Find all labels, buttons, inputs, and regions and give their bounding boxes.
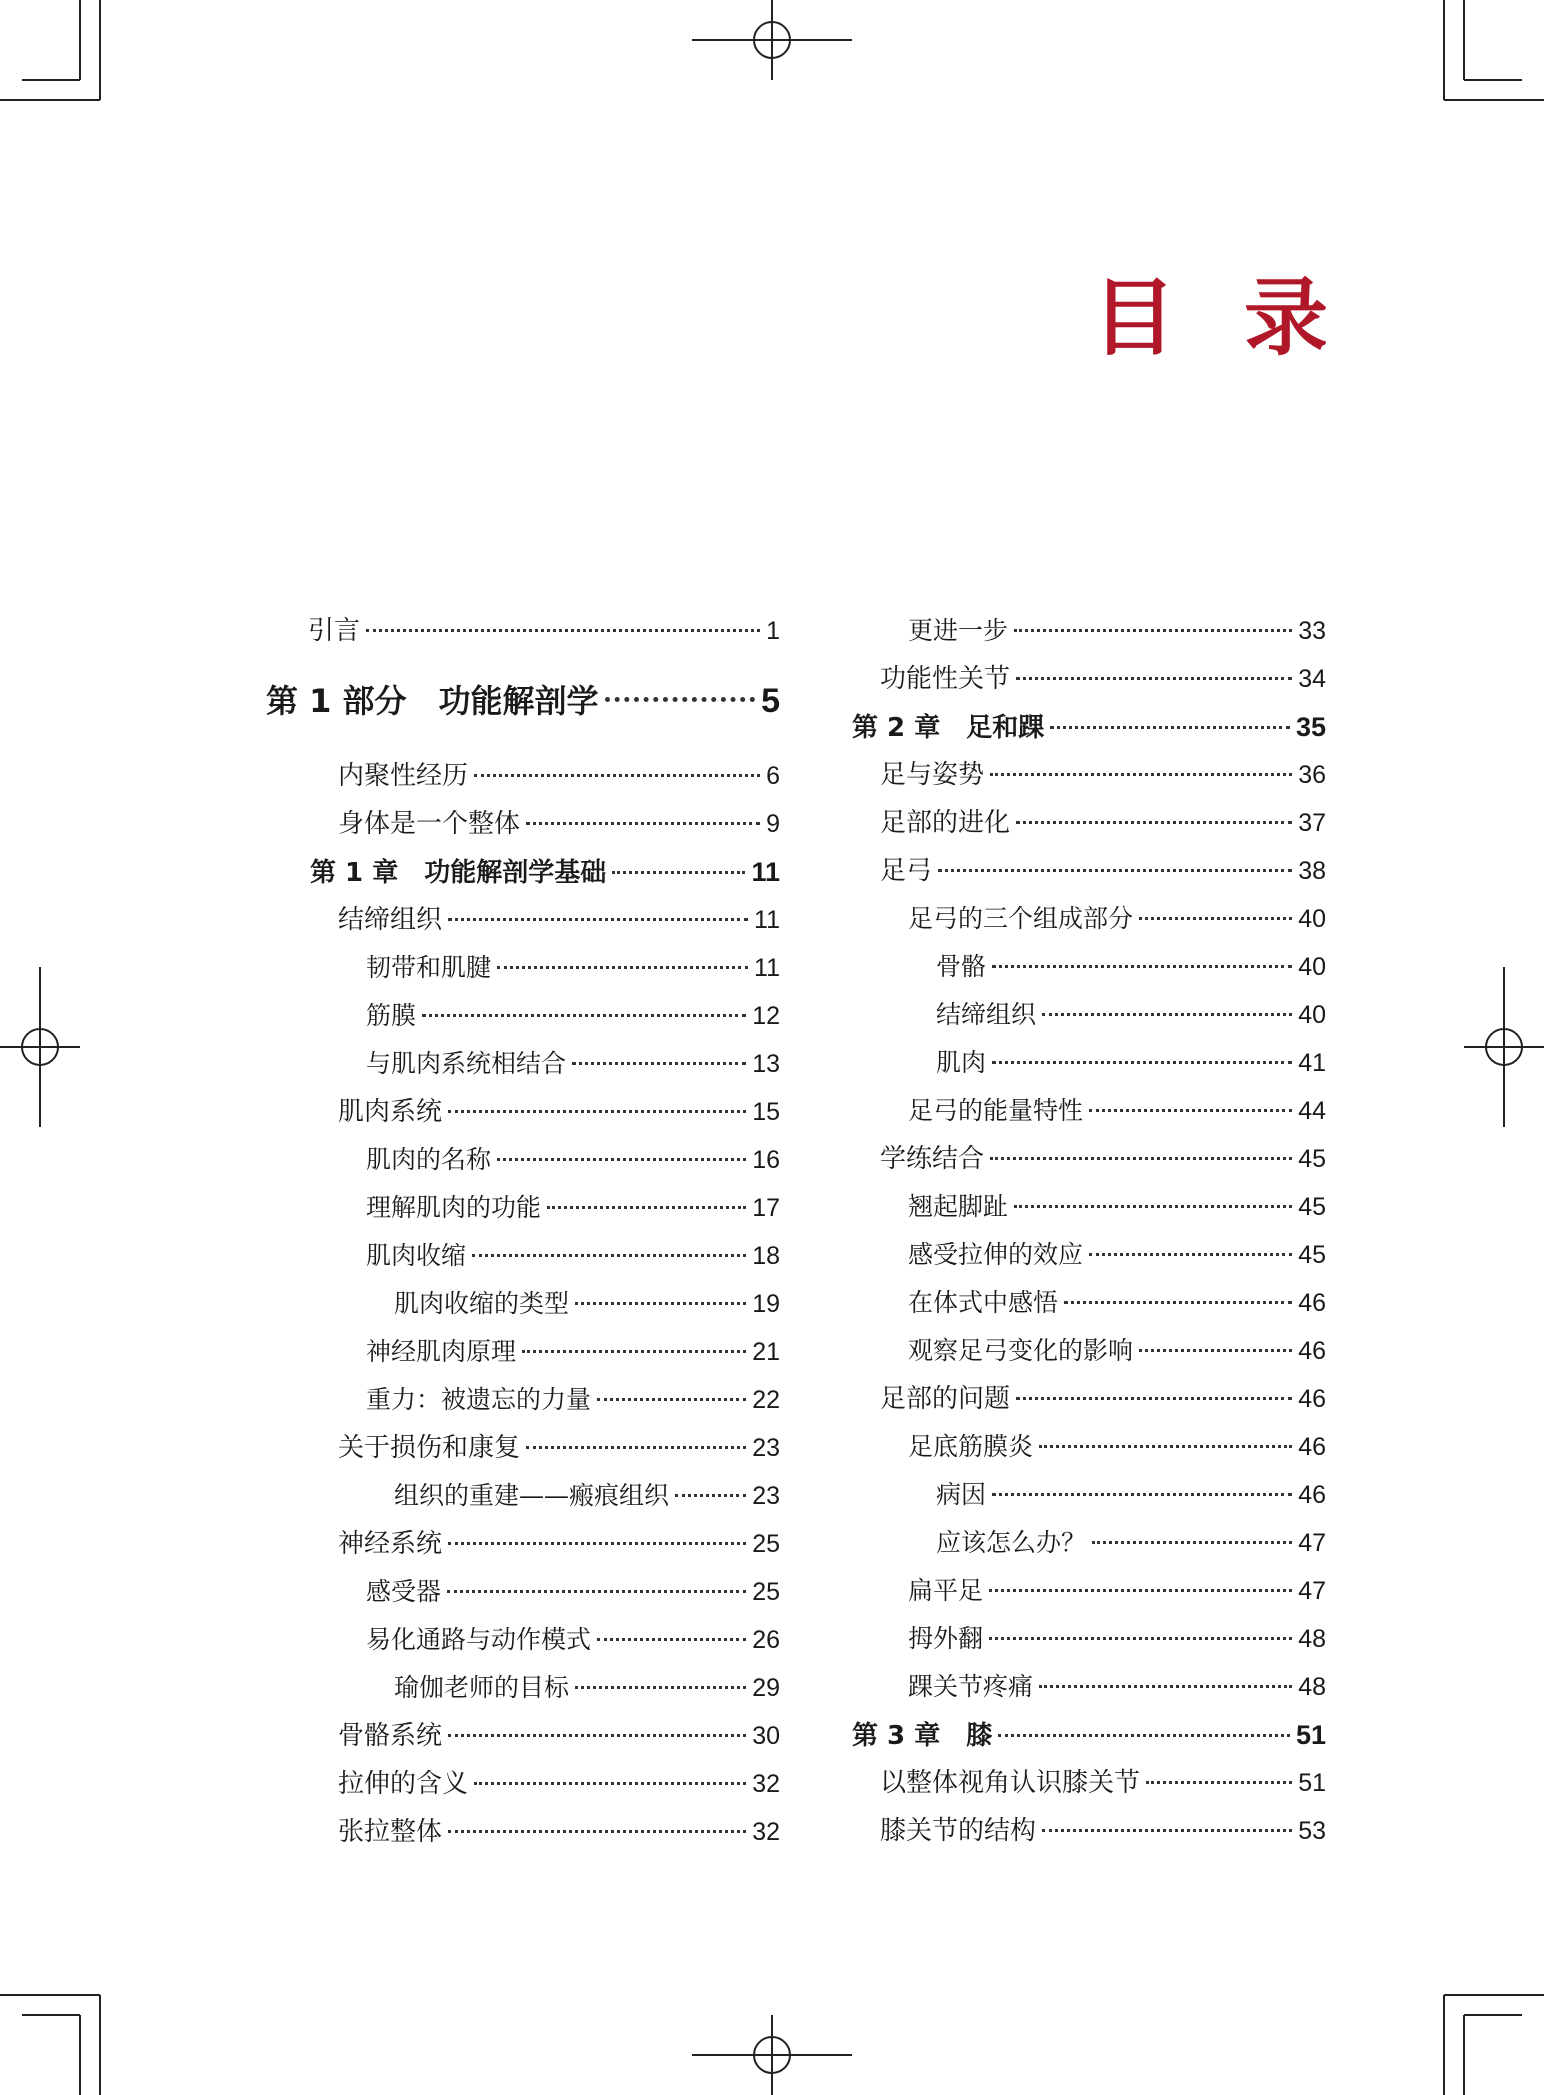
toc-entry-label: 第 3 章 膝 [852, 1721, 993, 1751]
dot-leader [998, 1734, 1290, 1737]
toc-entry-label: 肌肉系统 [338, 1097, 443, 1127]
toc-page-number: 30 [752, 1722, 780, 1750]
toc-entry[interactable] [338, 1813, 780, 1851]
toc-page-number: 29 [752, 1674, 780, 1702]
toc-chapter-entry[interactable] [310, 853, 780, 891]
toc-entry[interactable] [338, 757, 780, 795]
toc-page-number: 32 [752, 1770, 780, 1798]
toc-page-number: 15 [752, 1098, 780, 1126]
toc-entry[interactable] [338, 1429, 780, 1467]
dot-leader [992, 1061, 1292, 1064]
toc-entry-label: 功能性关节 [880, 664, 1011, 694]
toc-entry-label: 足弓的能量特性 [908, 1096, 1084, 1125]
toc-entry[interactable] [880, 1380, 1326, 1418]
toc-page-number: 23 [752, 1482, 780, 1510]
toc-page-number: 41 [1298, 1049, 1326, 1077]
dot-leader [1014, 1205, 1292, 1208]
toc-entry[interactable] [908, 1332, 1326, 1370]
toc-entry[interactable] [880, 756, 1326, 794]
dot-leader [497, 1158, 746, 1161]
dot-leader [1039, 1445, 1292, 1448]
toc-entry-label: 足与姿势 [880, 760, 985, 790]
toc-entry-label: 应该怎么办？ [936, 1528, 1087, 1557]
toc-page-number: 11 [754, 906, 780, 934]
toc-page-number: 33 [1298, 617, 1326, 645]
toc-entry[interactable] [366, 949, 780, 987]
toc-entry[interactable] [908, 1188, 1326, 1226]
dot-leader [448, 1734, 746, 1737]
toc-page-number: 45 [1298, 1145, 1326, 1173]
dot-leader [1042, 1829, 1292, 1832]
toc-entry[interactable] [366, 1333, 780, 1371]
dot-leader [497, 966, 748, 969]
toc-entry[interactable] [936, 1044, 1326, 1082]
dot-leader [992, 965, 1292, 968]
toc-page-number: 46 [1298, 1289, 1326, 1317]
dot-leader [1064, 1301, 1292, 1304]
toc-chapter-entry[interactable] [852, 708, 1326, 746]
toc-entry-label: 更进一步 [908, 616, 1009, 645]
toc-page-number: 12 [752, 1002, 780, 1030]
dot-leader [526, 822, 760, 825]
toc-entry-label: 第 2 章 足和踝 [852, 713, 1045, 743]
toc-page-number: 47 [1298, 1577, 1326, 1605]
toc-page-number: 51 [1298, 1769, 1326, 1797]
dot-leader [526, 1446, 746, 1449]
dot-leader [675, 1494, 746, 1497]
dot-leader [474, 774, 760, 777]
dot-leader [1089, 1253, 1292, 1256]
toc-entry[interactable] [338, 1525, 780, 1563]
toc-page-number: 46 [1298, 1481, 1326, 1509]
toc-entry-label: 重力：被遗忘的力量 [366, 1385, 592, 1414]
title-char-2: 录 [1244, 269, 1329, 367]
toc-entry[interactable] [366, 1141, 780, 1179]
toc-entry-label: 引言 [308, 616, 361, 646]
toc-page-number: 36 [1298, 761, 1326, 789]
dot-leader [612, 871, 745, 874]
title-char-1: 目 [1092, 269, 1177, 367]
toc-entry[interactable] [366, 997, 780, 1035]
dot-leader [938, 869, 1292, 872]
toc-entry-label: 学练结合 [880, 1144, 985, 1174]
toc-entry-label: 病因 [936, 1480, 987, 1509]
toc-entry[interactable] [908, 1428, 1326, 1466]
toc-entry[interactable] [366, 1045, 780, 1083]
toc-entry-label: 骨骼系统 [338, 1721, 443, 1751]
dot-leader [448, 918, 748, 921]
toc-page-number: 6 [766, 762, 780, 790]
dot-leader [522, 1350, 746, 1353]
toc-page-number: 26 [752, 1626, 780, 1654]
dot-leader [1014, 629, 1292, 632]
dot-leader [547, 1206, 746, 1209]
toc-page-number: 40 [1298, 905, 1326, 933]
dot-leader [992, 1493, 1292, 1496]
toc-entry-label: 结缔组织 [338, 905, 443, 935]
toc-entry-label: 神经系统 [338, 1529, 443, 1559]
toc-page-number: 22 [752, 1386, 780, 1414]
toc-entry-label: 感受拉伸的效应 [908, 1240, 1084, 1269]
dot-leader [1016, 677, 1292, 680]
toc-entry[interactable] [338, 1717, 780, 1755]
dot-leader [472, 1254, 746, 1257]
toc-entry[interactable] [908, 1092, 1326, 1130]
toc-entry-label: 在体式中感悟 [908, 1288, 1059, 1317]
toc-entry[interactable] [880, 1140, 1326, 1178]
toc-entry[interactable] [366, 1573, 780, 1611]
toc-entry[interactable] [908, 1284, 1326, 1322]
toc-entry-label: 组织的重建——瘢痕组织 [394, 1481, 670, 1510]
toc-page-number: 17 [752, 1194, 780, 1222]
toc-entry[interactable] [908, 612, 1326, 650]
toc-entry[interactable] [908, 1572, 1326, 1610]
dot-leader [1092, 1541, 1292, 1544]
toc-entry[interactable] [338, 805, 780, 843]
toc-entry-label: 张拉整体 [338, 1817, 443, 1847]
toc-entry-label: 韧带和肌腱 [366, 953, 492, 982]
toc-page-number: 46 [1298, 1433, 1326, 1461]
dot-leader [1139, 917, 1292, 920]
toc-entry[interactable] [394, 1285, 780, 1323]
dot-leader [448, 1542, 746, 1545]
toc-page-number: 53 [1298, 1817, 1326, 1845]
dot-leader [575, 1686, 746, 1689]
toc-chapter-entry[interactable] [852, 1716, 1326, 1754]
dot-leader [597, 1638, 746, 1641]
toc-entry[interactable] [308, 612, 780, 650]
toc-entry[interactable] [936, 948, 1326, 986]
toc-entry[interactable] [366, 1189, 780, 1227]
dot-leader [990, 1157, 1292, 1160]
toc-page-number: 47 [1298, 1529, 1326, 1557]
toc-page-number: 5 [761, 682, 780, 720]
toc-entry[interactable] [338, 901, 780, 939]
toc-page-number: 23 [752, 1434, 780, 1462]
toc-entry-label: 内聚性经历 [338, 761, 469, 791]
toc-page-number: 35 [1295, 712, 1326, 742]
toc-entry-label: 拉伸的含义 [338, 1769, 469, 1799]
toc-page-number: 44 [1298, 1097, 1326, 1125]
dot-leader [605, 697, 756, 702]
toc-part-heading[interactable] [266, 676, 780, 726]
toc-page-number: 46 [1298, 1337, 1326, 1365]
dot-leader [422, 1014, 746, 1017]
toc-entry[interactable] [880, 1812, 1326, 1850]
dot-leader [597, 1398, 746, 1401]
dot-leader [474, 1782, 746, 1785]
toc-entry-label: 感受器 [366, 1577, 442, 1606]
toc-entry[interactable] [908, 1236, 1326, 1274]
toc-page-number: 21 [752, 1338, 780, 1366]
toc-entry[interactable] [338, 1765, 780, 1803]
toc-entry[interactable] [394, 1477, 780, 1515]
dot-leader [1042, 1013, 1292, 1016]
toc-entry-label: 膝关节的结构 [880, 1816, 1037, 1846]
toc-page-number: 48 [1298, 1625, 1326, 1653]
toc-entry[interactable] [394, 1669, 780, 1707]
toc-entry-label: 翘起脚趾 [908, 1192, 1009, 1221]
toc-page-number: 9 [766, 810, 780, 838]
toc-entry[interactable] [366, 1621, 780, 1659]
toc-page-number: 19 [752, 1290, 780, 1318]
toc-page-number: 16 [752, 1146, 780, 1174]
toc-entry-label: 筋膜 [366, 1001, 417, 1030]
toc-entry[interactable] [936, 996, 1326, 1034]
toc-page-number: 18 [752, 1242, 780, 1270]
dot-leader [572, 1062, 746, 1065]
dot-leader [1050, 726, 1290, 729]
toc-entry-label: 瑜伽老师的目标 [394, 1673, 570, 1702]
toc-entry-label: 易化通路与动作模式 [366, 1625, 592, 1654]
toc-entry-label: 肌肉 [936, 1048, 987, 1077]
toc-entry-label: 足弓 [880, 856, 933, 886]
toc-entry[interactable] [908, 1620, 1326, 1658]
toc-page-number: 13 [752, 1050, 780, 1078]
dot-leader [1016, 821, 1292, 824]
toc-entry-label: 神经肌肉原理 [366, 1337, 517, 1366]
dot-leader [1146, 1781, 1292, 1784]
toc-entry-label: 足弓的三个组成部分 [908, 904, 1134, 933]
dot-leader [1139, 1349, 1292, 1352]
toc-entry[interactable] [880, 660, 1326, 698]
toc-entry[interactable] [908, 1668, 1326, 1706]
toc-entry-label: 与肌肉系统相结合 [366, 1049, 567, 1078]
toc-page-number: 34 [1298, 665, 1326, 693]
toc-entry[interactable] [366, 1381, 780, 1419]
toc-entry-label: 足部的进化 [880, 808, 1011, 838]
dot-leader [1089, 1109, 1292, 1112]
toc-entry-label: 肌肉收缩 [366, 1241, 467, 1270]
dot-leader [366, 629, 760, 632]
page-title [1080, 268, 1350, 378]
toc-entry[interactable] [366, 1237, 780, 1275]
dot-leader [989, 1589, 1292, 1592]
dot-leader [989, 1637, 1292, 1640]
toc-entry[interactable] [936, 1476, 1326, 1514]
toc-page-number: 46 [1298, 1385, 1326, 1413]
toc-entry[interactable] [908, 900, 1326, 938]
toc-entry-label: 关于损伤和康复 [338, 1433, 521, 1463]
toc-page-number: 51 [1295, 1720, 1326, 1750]
dot-leader [448, 1830, 746, 1833]
toc-entry[interactable] [936, 1524, 1326, 1562]
toc-page-number: 25 [752, 1578, 780, 1606]
dot-leader [448, 1110, 746, 1113]
toc-page-number: 11 [754, 954, 780, 982]
toc-page-number: 25 [752, 1530, 780, 1558]
dot-leader [1039, 1685, 1292, 1688]
toc-page-number: 32 [752, 1818, 780, 1846]
toc-page-number: 40 [1298, 1001, 1326, 1029]
toc-entry-label: 拇外翻 [908, 1624, 984, 1653]
toc-entry-label: 踝关节疼痛 [908, 1672, 1034, 1701]
toc-entry-label: 肌肉的名称 [366, 1145, 492, 1174]
toc-page-number: 40 [1298, 953, 1326, 981]
toc-page-number: 45 [1298, 1241, 1326, 1269]
toc-entry-label: 足底筋膜炎 [908, 1432, 1034, 1461]
toc-entry[interactable] [880, 852, 1326, 890]
toc-page-number: 1 [766, 617, 780, 645]
toc-entry-label: 第 1 章 功能解剖学基础 [310, 858, 607, 888]
toc-entry[interactable] [880, 804, 1326, 842]
toc-page-number: 48 [1298, 1673, 1326, 1701]
toc-entry-label: 扁平足 [908, 1576, 984, 1605]
dot-leader [575, 1302, 746, 1305]
toc-entry-label: 足部的问题 [880, 1384, 1011, 1414]
toc-entry[interactable] [338, 1093, 780, 1131]
toc-entry-label: 结缔组织 [936, 1000, 1037, 1029]
dot-leader [990, 773, 1292, 776]
toc-entry[interactable] [880, 1764, 1326, 1802]
toc-entry-label: 身体是一个整体 [338, 809, 521, 839]
toc-entry-label: 第 1 部分 功能解剖学 [266, 682, 599, 720]
toc-entry-label: 肌肉收缩的类型 [394, 1289, 570, 1318]
dot-leader [447, 1590, 746, 1593]
toc-page-number: 38 [1298, 857, 1326, 885]
toc-page-number: 11 [751, 857, 780, 887]
toc-entry-label: 理解肌肉的功能 [366, 1193, 542, 1222]
toc-entry-label: 观察足弓变化的影响 [908, 1336, 1134, 1365]
toc-page-number: 45 [1298, 1193, 1326, 1221]
toc-page-number: 37 [1298, 809, 1326, 837]
toc-entry-label: 以整体视角认识膝关节 [880, 1768, 1141, 1798]
dot-leader [1016, 1397, 1292, 1400]
toc-entry-label: 骨骼 [936, 952, 987, 981]
